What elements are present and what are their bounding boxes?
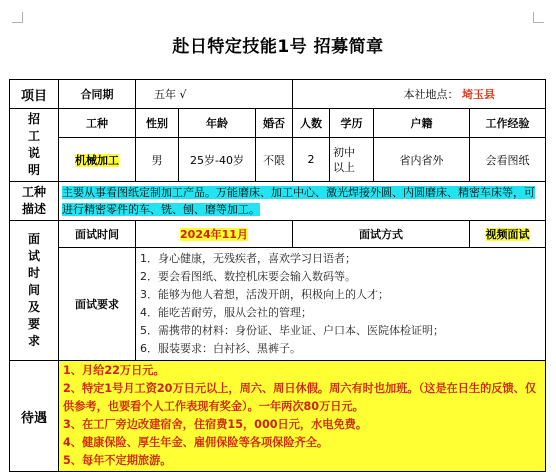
recruit-label: 招工说明 (10, 109, 59, 182)
treatment-item: 2、特定1号月工资20万日元以上，周六、周日休假。周六有时也加班。（这是在日生的反馈、仅供参考，也要看个人工作表现有奖金）。一年两次80万日元。 (63, 382, 537, 413)
location-cell (293, 80, 546, 109)
location-label: 本社地点： (403, 88, 459, 101)
marital-value: 不限 (256, 138, 293, 182)
interview-requirements-label: 面试要求 (59, 248, 136, 361)
gender-value: 男 (136, 138, 179, 182)
project-label: 项目 (10, 80, 59, 109)
requirement-item: 3．能够为他人着想，活泼开朗，积极向上的人才； (140, 288, 389, 301)
col-header-count: 人数 (293, 109, 330, 138)
treatment-item: 4、健康保险、厚生年金、雇佣保险等各项保险齐全。 (63, 436, 329, 449)
household-value: 省内省外 (374, 138, 470, 182)
treatment-item: 5、每年不定期旅游。 (63, 454, 172, 467)
col-header-age: 年龄 (179, 109, 256, 138)
col-header-marital: 婚否 (256, 109, 293, 138)
interview-requirements-list (136, 248, 546, 361)
treatment-item: 1、月给22万日元。 (63, 364, 165, 377)
treatment-list (59, 361, 546, 472)
col-header-education: 学历 (330, 109, 374, 138)
count-value: 2 (293, 138, 330, 182)
interview-method-label: 面试方式 (293, 221, 470, 248)
job-type-value: 机械加工 (59, 138, 136, 182)
requirement-item: 1．身心健康，无残疾者，喜欢学习日语者； (140, 252, 356, 265)
location-value: 埼玉县 (462, 88, 495, 101)
interview-method-value: 视频面试 (470, 221, 546, 248)
col-header-gender: 性别 (136, 109, 179, 138)
requirement-item: 2．要会看图纸、数控机床要会输入数码等。 (140, 270, 356, 283)
col-header-job: 工种 (59, 109, 136, 138)
requirement-item: 4．能吃苦耐劳，服从会社的管理； (140, 306, 312, 319)
contract-period-value: 五年 √ (136, 80, 293, 109)
recruitment-table (9, 79, 546, 472)
education-value: 初中以上 (330, 138, 374, 182)
age-value: 25岁-40岁 (179, 138, 256, 182)
treatment-label: 待遇 (10, 361, 59, 472)
contract-period-label: 合同期 (59, 80, 136, 109)
page-corner-mark-left (12, 12, 23, 23)
job-description-value: 主要从事看图纸定制加工产品。万能磨床、加工中心、激光焊接外圆、内圆磨床、精密车床等，可进行精密零件的车、铣、刨、磨等加工。 (59, 182, 546, 221)
experience-value: 会看图纸 (470, 138, 546, 182)
treatment-item: 3、在工厂旁边改建宿舍，住宿费15，000日元，水电免费。 (63, 418, 368, 431)
col-header-experience: 工作经验 (470, 109, 546, 138)
interview-time-label: 面试时间 (59, 221, 136, 248)
interview-label: 面试时间及要求 (10, 221, 59, 361)
requirement-item: 6．服装要求：白衬衫、黑裤子。 (140, 342, 301, 355)
interview-time-value: 2024年11月 (136, 221, 293, 248)
page-title: 赴日特定技能1号 招募简章 (172, 37, 384, 57)
page-corner-mark-right (533, 12, 544, 23)
requirement-item: 5．需携带的材料：身份证、毕业证、户口本、医院体检证明； (140, 324, 444, 337)
job-description-label: 工种描述 (10, 182, 59, 221)
col-header-household: 户籍 (374, 109, 470, 138)
